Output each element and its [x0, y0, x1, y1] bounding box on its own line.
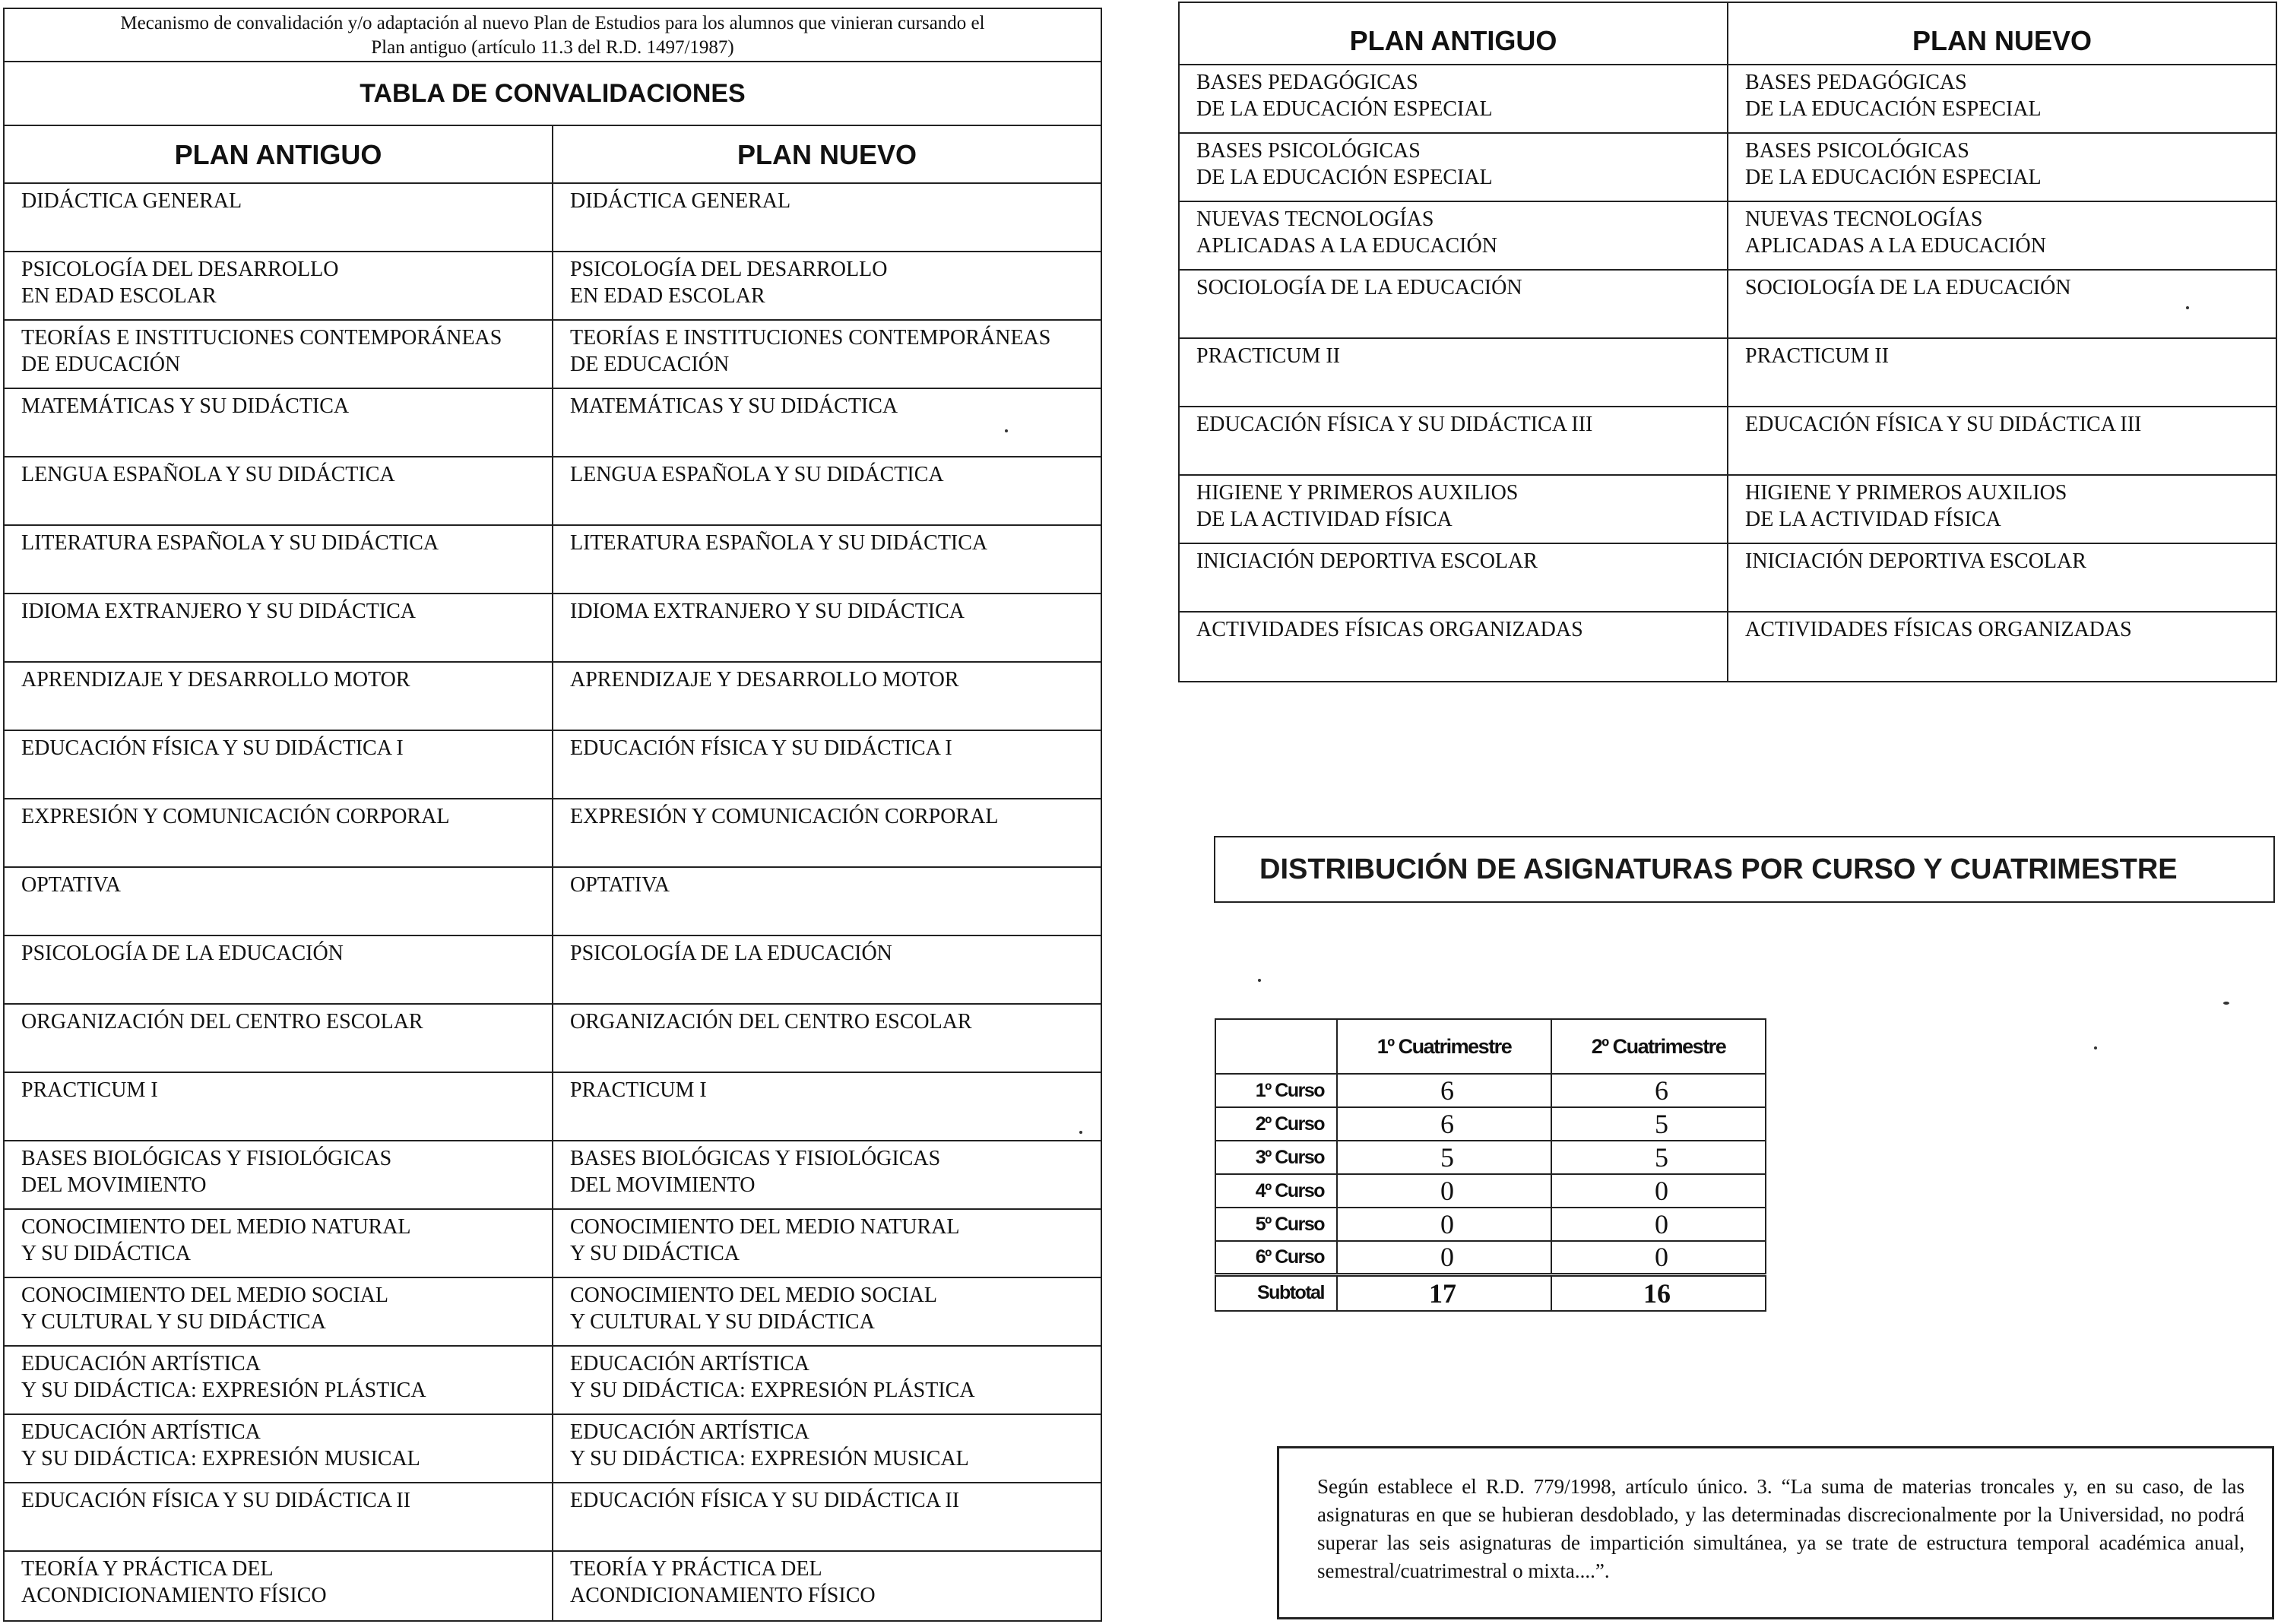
table-row [5, 731, 1101, 799]
table-row [5, 184, 1101, 252]
cell-plan-nuevo: BASES BIOLÓGICAS Y FISIOLÓGICAS DEL MOVIMIENTO [552, 1141, 1101, 1208]
header-plan-antiguo: PLAN ANTIGUO [1349, 25, 1557, 56]
table-row [5, 457, 1101, 526]
table-title: TABLA DE CONVALIDACIONES [5, 62, 1101, 126]
cell-plan-antiguo: EDUCACIÓN ARTÍSTICA Y SU DIDÁCTICA: EXPRESIÓN MUSICAL [21, 1420, 420, 1470]
cell-plan-antiguo: IDIOMA EXTRANJERO Y SU DIDÁCTICA [21, 600, 417, 623]
table-row [5, 1073, 1101, 1141]
cell-plan-nuevo: ORGANIZACIÓN DEL CENTRO ESCOLAR [552, 1005, 1101, 1072]
table-row [5, 526, 1101, 594]
value-cuatrimestre-2: 0 [1551, 1174, 1766, 1208]
curso-label: 1º Curso [1215, 1074, 1337, 1107]
value-cuatrimestre-1: 0 [1337, 1241, 1551, 1274]
cell-plan-antiguo: NUEVAS TECNOLOGÍAS APLICADAS A LA EDUCACIÓN [1196, 207, 1497, 258]
intro-text [5, 9, 1101, 62]
col-header-2-cuatrimestre: 2º Cuatrimestre [1551, 1019, 1766, 1074]
header-row [5, 126, 1101, 184]
table-row [1180, 65, 2276, 134]
distribution-header-row [1215, 1019, 1766, 1074]
value-cuatrimestre-2: 5 [1551, 1107, 1766, 1141]
legal-note: Según establece el R.D. 779/1998, artículo único. 3. “La suma de materias troncales y, en su caso, de las asignaturas en que se hubieran desdoblado, y las determinadas discrecionalmente por la Universidad, no podrá superar las seis asignaturas de impartición simultánea, ya se trate de estructura temporal académica anual, semestral/cuatrimestral o mixta....”. [1277, 1446, 2274, 1619]
cell-plan-antiguo: APRENDIZAJE Y DESARROLLO MOTOR [21, 668, 410, 692]
header-plan-nuevo: PLAN NUEVO [1727, 3, 2276, 64]
table-row [5, 868, 1101, 936]
table-row [1180, 407, 2276, 476]
cell-plan-antiguo: EDUCACIÓN ARTÍSTICA Y SU DIDÁCTICA: EXPRESIÓN PLÁSTICA [21, 1352, 426, 1402]
cell-plan-nuevo: LITERATURA ESPAÑOLA Y SU DIDÁCTICA [552, 526, 1101, 593]
cell-plan-nuevo: CONOCIMIENTO DEL MEDIO NATURAL Y SU DIDÁCTICA [552, 1210, 1101, 1277]
table-row [1180, 271, 2276, 339]
distribution-row [1215, 1174, 1766, 1208]
distribution-corner-cell [1215, 1019, 1337, 1074]
table-row [5, 594, 1101, 663]
cell-plan-antiguo: MATEMÁTICAS Y SU DIDÁCTICA [21, 394, 350, 418]
curso-label: 2º Curso [1215, 1107, 1337, 1141]
cell-plan-antiguo: ACTIVIDADES FÍSICAS ORGANIZADAS [1196, 618, 1583, 641]
cell-plan-antiguo: SOCIOLOGÍA DE LA EDUCACIÓN [1196, 276, 1522, 299]
cell-plan-antiguo: CONOCIMIENTO DEL MEDIO SOCIAL Y CULTURAL Y SU DIDÁCTICA [21, 1284, 388, 1334]
table-row [5, 1278, 1101, 1347]
cell-plan-nuevo: INICIACIÓN DEPORTIVA ESCOLAR [1727, 544, 2276, 611]
table-row [1180, 339, 2276, 407]
cell-plan-antiguo: PSICOLOGÍA DE LA EDUCACIÓN [21, 942, 344, 965]
cell-plan-nuevo: OPTATIVA [552, 868, 1101, 935]
table-row [5, 1483, 1101, 1552]
cell-plan-nuevo: BASES PEDAGÓGICAS DE LA EDUCACIÓN ESPECIAL [1727, 65, 2276, 132]
cell-plan-antiguo: EDUCACIÓN FÍSICA Y SU DIDÁCTICA II [21, 1489, 411, 1512]
distribution-table [1215, 1018, 1766, 1312]
left-rows [5, 184, 1101, 1620]
scan-speck [2094, 1046, 2097, 1049]
cell-plan-antiguo: BASES PSICOLÓGICAS DE LA EDUCACIÓN ESPECIAL [1196, 139, 1493, 189]
cell-plan-nuevo: EDUCACIÓN FÍSICA Y SU DIDÁCTICA III [1727, 407, 2276, 474]
cell-plan-antiguo: ORGANIZACIÓN DEL CENTRO ESCOLAR [21, 1010, 423, 1034]
cell-plan-antiguo: EXPRESIÓN Y COMUNICACIÓN CORPORAL [21, 805, 450, 828]
table-row [5, 936, 1101, 1005]
header-plan-nuevo: PLAN NUEVO [552, 126, 1101, 182]
distribution-row [1215, 1141, 1766, 1174]
subtotal-c2: 16 [1551, 1274, 1766, 1311]
intro-line-2: Plan antiguo (artículo 11.3 del R.D. 1497/1987) [371, 37, 734, 58]
convalidation-table-left [3, 8, 1102, 1622]
header-plan-antiguo: PLAN ANTIGUO [174, 139, 382, 170]
cell-plan-nuevo: DIDÁCTICA GENERAL [552, 184, 1101, 251]
value-cuatrimestre-2: 0 [1551, 1208, 1766, 1241]
intro-line-1: Mecanismo de convalidación y/o adaptación al nuevo Plan de Estudios para los alumnos que vinieran cursando el [120, 13, 985, 33]
value-cuatrimestre-1: 5 [1337, 1141, 1551, 1174]
cell-plan-nuevo: NUEVAS TECNOLOGÍAS APLICADAS A LA EDUCACIÓN [1727, 202, 2276, 269]
scan-speck [2186, 306, 2189, 309]
table-row [1180, 476, 2276, 544]
value-cuatrimestre-1: 0 [1337, 1208, 1551, 1241]
value-cuatrimestre-1: 6 [1337, 1107, 1551, 1141]
cell-plan-nuevo: TEORÍA Y PRÁCTICA DEL ACONDICIONAMIENTO FÍSICO [552, 1552, 1101, 1620]
table-row [1180, 613, 2276, 681]
table-row [5, 663, 1101, 731]
cell-plan-antiguo: EDUCACIÓN FÍSICA Y SU DIDÁCTICA III [1196, 413, 1593, 436]
right-rows [1180, 65, 2276, 681]
cell-plan-antiguo: DIDÁCTICA GENERAL [21, 189, 242, 213]
subtotal-label: Subtotal [1215, 1274, 1337, 1311]
table-row [5, 1552, 1101, 1620]
convalidation-table-right [1178, 2, 2277, 682]
scan-speck [1005, 429, 1008, 432]
cell-plan-antiguo: PSICOLOGÍA DEL DESARROLLO EN EDAD ESCOLAR [21, 258, 339, 308]
subtotal-c1: 17 [1337, 1274, 1551, 1311]
table-row [5, 1347, 1101, 1415]
distribution-row [1215, 1107, 1766, 1141]
cell-plan-antiguo: LENGUA ESPAÑOLA Y SU DIDÁCTICA [21, 463, 395, 486]
table-row [5, 1141, 1101, 1210]
col-header-1-cuatrimestre: 1º Cuatrimestre [1337, 1019, 1551, 1074]
cell-plan-nuevo: PRACTICUM II [1727, 339, 2276, 406]
cell-plan-antiguo: LITERATURA ESPAÑOLA Y SU DIDÁCTICA [21, 531, 439, 555]
cell-plan-nuevo: HIGIENE Y PRIMEROS AUXILIOS DE LA ACTIVIDAD FÍSICA [1727, 476, 2276, 543]
subtotal-row [1215, 1274, 1766, 1311]
scan-speck [2223, 1002, 2229, 1005]
cell-plan-antiguo: BASES PEDAGÓGICAS DE LA EDUCACIÓN ESPECIAL [1196, 71, 1493, 121]
cell-plan-antiguo: PRACTICUM II [1196, 344, 1341, 368]
cell-plan-nuevo: ACTIVIDADES FÍSICAS ORGANIZADAS [1727, 613, 2276, 681]
table-row [5, 389, 1101, 457]
curso-label: 3º Curso [1215, 1141, 1337, 1174]
cell-plan-nuevo: EDUCACIÓN FÍSICA Y SU DIDÁCTICA I [552, 731, 1101, 798]
curso-label: 5º Curso [1215, 1208, 1337, 1241]
scan-speck [1258, 979, 1261, 982]
cell-plan-nuevo: SOCIOLOGÍA DE LA EDUCACIÓN [1727, 271, 2276, 337]
cell-plan-antiguo: BASES BIOLÓGICAS Y FISIOLÓGICAS DEL MOVIMIENTO [21, 1147, 392, 1197]
cell-plan-antiguo: TEORÍAS E INSTITUCIONES CONTEMPORÁNEAS DE EDUCACIÓN [21, 326, 502, 376]
cell-plan-nuevo: EXPRESIÓN Y COMUNICACIÓN CORPORAL [552, 799, 1101, 866]
table-row [5, 1415, 1101, 1483]
table-row [5, 252, 1101, 321]
curso-label: 4º Curso [1215, 1174, 1337, 1208]
value-cuatrimestre-2: 6 [1551, 1074, 1766, 1107]
table-row [5, 1210, 1101, 1278]
table-row [1180, 134, 2276, 202]
header-row [1180, 3, 2276, 65]
cell-plan-antiguo: HIGIENE Y PRIMEROS AUXILIOS DE LA ACTIVIDAD FÍSICA [1196, 481, 1519, 531]
cell-plan-antiguo: CONOCIMIENTO DEL MEDIO NATURAL Y SU DIDÁCTICA [21, 1215, 411, 1265]
distribution-row [1215, 1074, 1766, 1107]
value-cuatrimestre-1: 6 [1337, 1074, 1551, 1107]
cell-plan-nuevo: MATEMÁTICAS Y SU DIDÁCTICA [552, 389, 1101, 456]
curso-label: 6º Curso [1215, 1241, 1337, 1274]
table-row [5, 1005, 1101, 1073]
cell-plan-nuevo: EDUCACIÓN ARTÍSTICA Y SU DIDÁCTICA: EXPRESIÓN PLÁSTICA [552, 1347, 1101, 1413]
scan-speck [1079, 1131, 1082, 1134]
cell-plan-nuevo: BASES PSICOLÓGICAS DE LA EDUCACIÓN ESPECIAL [1727, 134, 2276, 201]
value-cuatrimestre-2: 0 [1551, 1241, 1766, 1274]
table-row [1180, 544, 2276, 613]
cell-plan-nuevo: EDUCACIÓN ARTÍSTICA Y SU DIDÁCTICA: EXPRESIÓN MUSICAL [552, 1415, 1101, 1482]
cell-plan-nuevo: LENGUA ESPAÑOLA Y SU DIDÁCTICA [552, 457, 1101, 524]
cell-plan-nuevo: TEORÍAS E INSTITUCIONES CONTEMPORÁNEAS DE EDUCACIÓN [552, 321, 1101, 388]
value-cuatrimestre-2: 5 [1551, 1141, 1766, 1174]
distribution-row [1215, 1241, 1766, 1274]
table-row [5, 799, 1101, 868]
table-row [1180, 202, 2276, 271]
cell-plan-nuevo: PRACTICUM I [552, 1073, 1101, 1140]
distribution-row [1215, 1208, 1766, 1241]
cell-plan-nuevo: IDIOMA EXTRANJERO Y SU DIDÁCTICA [552, 594, 1101, 661]
cell-plan-nuevo: PSICOLOGÍA DEL DESARROLLO EN EDAD ESCOLAR [552, 252, 1101, 319]
cell-plan-nuevo: PSICOLOGÍA DE LA EDUCACIÓN [552, 936, 1101, 1003]
value-cuatrimestre-1: 0 [1337, 1174, 1551, 1208]
cell-plan-nuevo: EDUCACIÓN FÍSICA Y SU DIDÁCTICA II [552, 1483, 1101, 1550]
cell-plan-nuevo: CONOCIMIENTO DEL MEDIO SOCIAL Y CULTURAL Y SU DIDÁCTICA [552, 1278, 1101, 1345]
cell-plan-antiguo: EDUCACIÓN FÍSICA Y SU DIDÁCTICA I [21, 736, 404, 760]
cell-plan-antiguo: PRACTICUM I [21, 1078, 158, 1102]
table-row [5, 321, 1101, 389]
cell-plan-antiguo: INICIACIÓN DEPORTIVA ESCOLAR [1196, 549, 1538, 573]
cell-plan-nuevo: APRENDIZAJE Y DESARROLLO MOTOR [552, 663, 1101, 730]
cell-plan-antiguo: TEORÍA Y PRÁCTICA DEL ACONDICIONAMIENTO FÍSICO [21, 1557, 327, 1607]
distribution-title: DISTRIBUCIÓN DE ASIGNATURAS POR CURSO Y CUATRIMESTRE [1214, 836, 2275, 903]
cell-plan-antiguo: OPTATIVA [21, 873, 122, 897]
